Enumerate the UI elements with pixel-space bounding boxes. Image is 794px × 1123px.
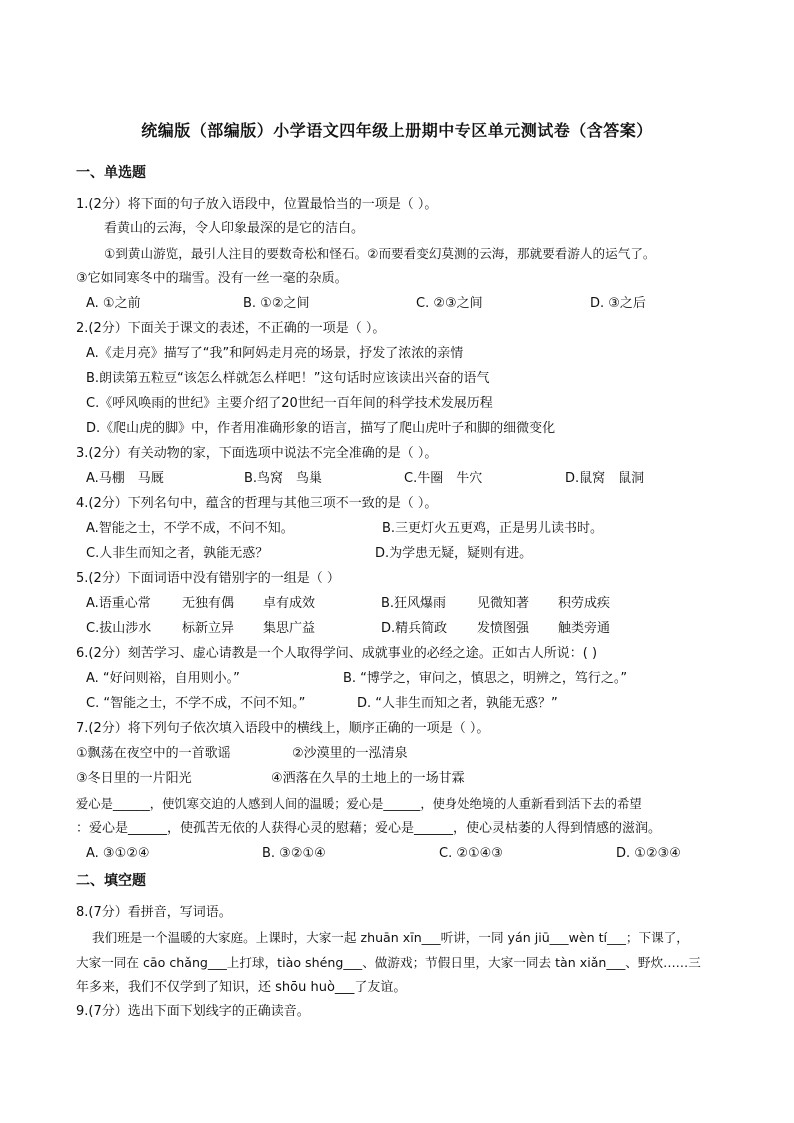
- question-7-option-b[interactable]: B. ③②①④: [262, 846, 326, 861]
- question-5-option-a-3: 卓有成效: [263, 596, 316, 611]
- question-7-sentence-3: ③冬日里的一片阳光: [76, 771, 192, 786]
- question-5-option-b-1[interactable]: B.狂风爆雨: [381, 596, 447, 611]
- question-7-stem: 7.(2分）将下列句子依次填入语段中的横线上，顺序正确的一项是（ ）。: [76, 721, 490, 736]
- question-7-sentence-2: ②沙漠里的一泓清泉: [292, 746, 408, 761]
- question-1-option-d[interactable]: D. ③之后: [590, 296, 646, 311]
- question-6-option-a[interactable]: A. “好问则裕，自用则小。”: [86, 671, 240, 686]
- question-6-stem: 6.(2分）刻苦学习、虚心请教是一个人取得学问、成就事业的必经之途。正如古人所说：( ): [76, 646, 598, 661]
- question-2-option-d[interactable]: D.《爬山虎的脚》中，作者用准确形象的语言，描写了爬山虎叶子和脚的细微变化: [86, 421, 556, 436]
- question-7-passage-1: 爱心是______，使饥寒交迫的人感到人间的温暖；爱心是______，使身处绝境的人重新看到活下去的希望: [76, 797, 642, 811]
- question-2-option-b[interactable]: B.朗读第五粒豆“该怎么样就怎么样吧！”这句话时应该读出兴奋的语气: [86, 371, 490, 386]
- question-3-option-b[interactable]: B.鸟窝 鸟巢: [244, 471, 323, 486]
- question-5-option-c-2: 标新立异: [182, 621, 235, 636]
- question-6-option-d[interactable]: D. “人非生而知之者，孰能无惑？”: [357, 696, 558, 711]
- question-2-option-c[interactable]: C.《呼风唤雨的世纪》主要介绍了20世纪一百年间的科学技术发展历程: [86, 396, 493, 411]
- question-3-option-c[interactable]: C.牛圈 牛穴: [404, 471, 483, 486]
- question-7-sentence-1: ①飘荡在夜空中的一首歌谣: [76, 746, 231, 761]
- question-8-passage-2: 大家一同在 cāo chǎng___上打球，tiào shéng___、做游戏；节假日里，大家一同去 tàn xiǎn___、野炊……三: [76, 955, 701, 970]
- question-6-option-c[interactable]: C. “智能之士，不学不成，不问不知。”: [86, 696, 306, 711]
- question-5-option-b-2: 见微知著: [477, 596, 530, 611]
- question-9-stem: 9.(7分）选出下面下划线字的正确读音。: [76, 1004, 310, 1019]
- question-7-option-c[interactable]: C. ②①④③: [439, 846, 503, 861]
- question-6-option-b[interactable]: B. “博学之，审问之，慎思之，明辨之，笃行之。”: [343, 671, 628, 686]
- question-4-option-c[interactable]: C.人非生而知之者，孰能无惑？: [86, 546, 269, 561]
- question-4-option-b[interactable]: B.三更灯火五更鸡，正是男儿读书时。: [382, 521, 604, 536]
- question-5-option-b-3: 积劳成疾: [558, 596, 611, 611]
- question-7-option-a[interactable]: A. ③①②④: [86, 846, 150, 861]
- question-5-option-d-3: 触类旁通: [558, 621, 611, 636]
- question-4-stem: 4.(2分）下列名句中，蕴含的哲理与其他三项不一致的是（ ）。: [76, 496, 438, 511]
- question-5-stem: 5.(2分）下面词语中没有错别字的一组是（ ）: [76, 571, 340, 586]
- section-fill-blank: 二、填空题: [76, 873, 146, 889]
- question-8-passage-1: 我们班是一个温暖的大家庭。上课时，大家一起 zhuān xīn___听讲，一同 yán jiū___wèn tí___；下课了，: [92, 930, 689, 945]
- question-3-stem: 3.(2分）有关动物的家，下面选项中说法不完全准确的是（ ）。: [76, 446, 438, 461]
- section-single-choice: 一、单选题: [76, 165, 146, 181]
- question-8-passage-3: 年多来，我们不仅学到了知识，还 shōu huò___了友谊。: [76, 980, 407, 995]
- question-3-option-a[interactable]: A.马棚 马厩: [86, 471, 164, 486]
- question-5-option-c-1[interactable]: C.拔山涉水: [86, 621, 152, 636]
- question-5-option-d-1[interactable]: D.精兵简政: [381, 621, 448, 636]
- question-1-option-a[interactable]: A. ①之前: [86, 296, 141, 311]
- question-1-stem: 1.(2分）将下面的句子放入语段中，位置最恰当的一项是（ ）。: [76, 197, 438, 212]
- question-7-sentence-4: ④洒落在久旱的土地上的一场甘霖: [271, 771, 465, 786]
- question-2-stem: 2.(2分）下面关于课文的表述，不正确的一项是（ ）。: [76, 321, 386, 336]
- page-title: 统编版（部编版）小学语文四年级上册期中专区单元测试卷（含答案）: [141, 121, 653, 140]
- question-5-option-d-2: 发愤图强: [477, 621, 530, 636]
- question-7-passage-2: ：爱心是______，使孤苦无依的人获得心灵的慰藉；爱心是______，使心灵枯萎的人得到情感的滋润。: [76, 821, 662, 836]
- question-1-option-c[interactable]: C. ②③之间: [416, 296, 483, 311]
- question-7-option-d[interactable]: D. ①②③④: [616, 846, 681, 861]
- question-3-option-d[interactable]: D.鼠窝 鼠洞: [565, 471, 645, 486]
- question-5-option-a-2: 无独有偶: [182, 596, 235, 611]
- question-2-option-a[interactable]: A.《走月亮》描写了“我”和阿妈走月亮的场景，抒发了浓浓的亲情: [86, 346, 464, 361]
- question-1-option-b[interactable]: B. ①②之间: [243, 296, 310, 311]
- question-1-passage-2: ①到黄山游览，最引人注目的要数奇松和怪石。②而要看变幻莫测的云海，那就要看游人的运气了。: [104, 246, 656, 261]
- question-4-option-d[interactable]: D.为学患无疑，疑则有进。: [375, 546, 533, 561]
- question-5-option-a-1[interactable]: A.语重心常: [86, 596, 151, 611]
- question-1-passage-1: 看黄山的云海，令人印象最深的是它的洁白。: [104, 221, 365, 236]
- question-1-passage-3: ③它如同寒冬中的瑞雪。没有一丝一毫的杂质。: [76, 271, 348, 286]
- question-4-option-a[interactable]: A.智能之士，不学不成，不问不知。: [86, 521, 294, 536]
- question-8-stem: 8.(7分）看拼音，写词语。: [76, 905, 232, 920]
- question-5-option-c-3: 集思广益: [263, 621, 316, 636]
